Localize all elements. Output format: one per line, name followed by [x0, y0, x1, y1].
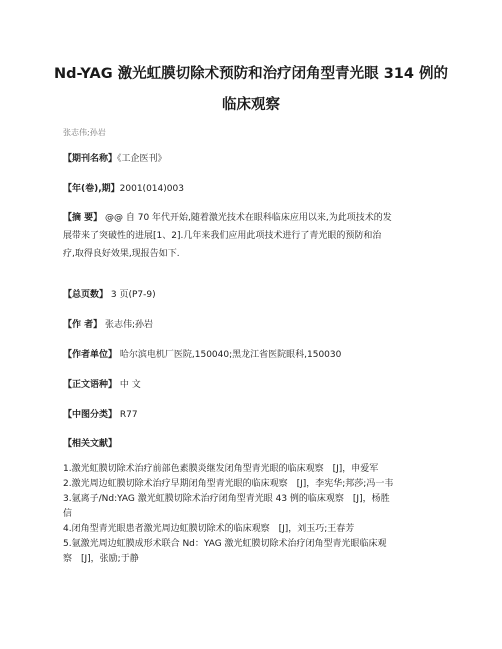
related-list	[63, 462, 443, 567]
authors-value: 张志伟;孙岩	[105, 320, 154, 330]
related-field	[63, 435, 435, 453]
list-item: 察 [J]，张励;于静	[63, 554, 139, 564]
language-field	[63, 376, 435, 394]
affiliation-value: 哈尔滨电机厂医院,150040;黑龙江省医院眼科,150030	[119, 350, 342, 360]
language-label: 【正文语种】	[63, 380, 118, 390]
affiliation-field	[63, 346, 435, 364]
document-title-line2: 临床观察	[222, 97, 280, 113]
list-item: 5.氩激光周边虹膜成形术联合 Nd：YAG 激光虹膜切除术治疗闭角型青光眼临床观	[63, 539, 387, 549]
list-item: 4.闭角型青光眼患者激光周边虹膜切除术的临床观察 [J]，刘玉巧;王春芳	[63, 524, 355, 534]
abstract-field	[63, 209, 435, 263]
journal-value: 《工企医刊》	[117, 154, 167, 164]
pages-value: 3 页(P7-9)	[110, 290, 156, 300]
affiliation-label: 【作者单位】	[63, 350, 118, 360]
list-item: 1.激光虹膜切除术治疗前部色素膜炎继发闭角型青光眼的临床观察 [J]，申爱军	[63, 464, 379, 474]
related-label: 【相关文献】	[63, 439, 118, 449]
header-authors: 张志伟;孙岩	[63, 128, 106, 137]
year-value: 2001(014)003	[119, 184, 184, 194]
authors-field	[63, 316, 435, 334]
pages-field	[63, 286, 435, 304]
clc-value: R77	[119, 410, 138, 420]
year-label: 【年(卷),期】	[63, 184, 120, 194]
clc-field	[63, 406, 435, 424]
journal-field	[63, 150, 435, 168]
abstract-label: 【摘 要】	[63, 213, 103, 223]
year-field	[63, 180, 435, 198]
journal-label: 【期刊名称】	[63, 154, 118, 164]
list-item: 3.氩离子/Nd:YAG 激光虹膜切除术治疗闭角型青光眼 43 例的临床观察 [J]，杨胜	[63, 494, 390, 504]
list-item: 信	[63, 509, 73, 519]
list-item: 2.激光周边虹膜切除术治疗早期闭角型青光眼的临床观察 [J]，李宪华;邦莎;冯一韦	[63, 479, 394, 489]
language-value: 中 文	[119, 380, 141, 390]
pages-label: 【总页数】	[63, 290, 109, 300]
authors-label: 【作 者】	[63, 320, 103, 330]
clc-label: 【中图分类】	[63, 410, 118, 420]
document-title-line1: Nd-YAG 激光虹膜切除术预防和治疗闭角型青光眼 314 例的	[53, 66, 449, 82]
abstract-line2: 展带来了突破性的进展[1、2].几年来我们应用此项技术进行了青光眼的预防和治	[63, 231, 382, 241]
abstract-line3: 疗,取得良好效果,现报告如下.	[63, 249, 180, 259]
abstract-line1: @@ 自 70 年代开始,随着激光技术在眼科临床应用以来,为此项技术的发	[105, 213, 392, 223]
